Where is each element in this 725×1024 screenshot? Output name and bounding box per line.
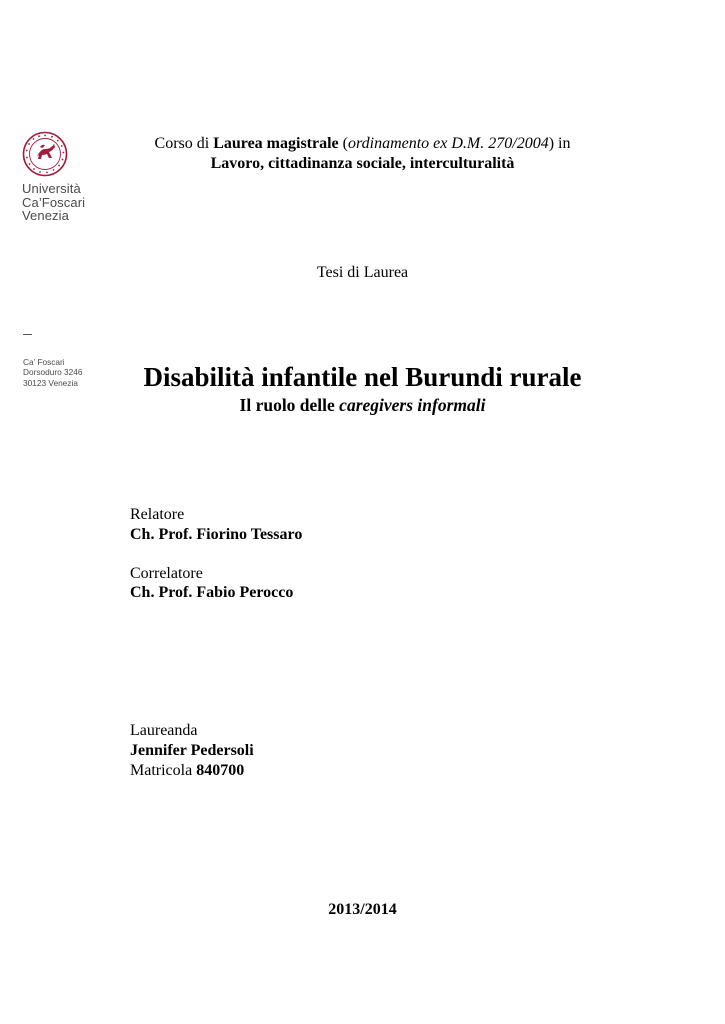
degree-type: Laurea magistrale <box>213 135 339 152</box>
academic-year: 2013/2014 <box>328 901 397 918</box>
university-name-line: Università <box>22 181 81 196</box>
student-id <box>130 761 244 781</box>
thesis-title: Disabilità infantile nel Burundi rurale <box>143 362 582 392</box>
address-line: Dorsoduro 3246 <box>23 367 83 378</box>
course-close-paren: ) in <box>548 135 571 152</box>
program-name: Lavoro, cittadinanza sociale, interculturalità <box>210 155 515 172</box>
supervisor-name: Ch. Prof. Fiorino Tessaro <box>130 526 303 543</box>
student-id-label: Matricola <box>130 762 197 779</box>
course-open-paren: ( <box>338 135 348 152</box>
course-line <box>0 134 725 154</box>
co-supervisor-role: Correlatore <box>130 565 203 582</box>
logo-divider <box>23 334 32 335</box>
co-supervisor-name: Ch. Prof. Fabio Perocco <box>130 584 294 601</box>
student-id-number: 840700 <box>196 762 245 779</box>
university-name-line: Venezia <box>22 208 69 223</box>
course-prefix: Corso di <box>154 135 214 152</box>
university-name-line: Ca’Foscari <box>22 194 86 210</box>
university-name <box>22 182 85 223</box>
thesis-subtitle <box>0 394 725 416</box>
degree-regulation: ordinamento ex D.M. 270/2004 <box>347 135 549 152</box>
student-name: Jennifer Pedersoli <box>130 742 254 759</box>
thesis-type: Tesi di Laurea <box>316 264 409 281</box>
supervisor-role: Relatore <box>130 506 185 523</box>
address-line: 30123 Venezia <box>23 377 78 388</box>
subtitle-prefix: Il ruolo delle <box>239 395 340 415</box>
address-line: Ca’ Foscari <box>23 357 65 367</box>
subtitle-emphasis: caregivers informali <box>339 395 486 415</box>
student-role: Laureanda <box>130 722 198 739</box>
